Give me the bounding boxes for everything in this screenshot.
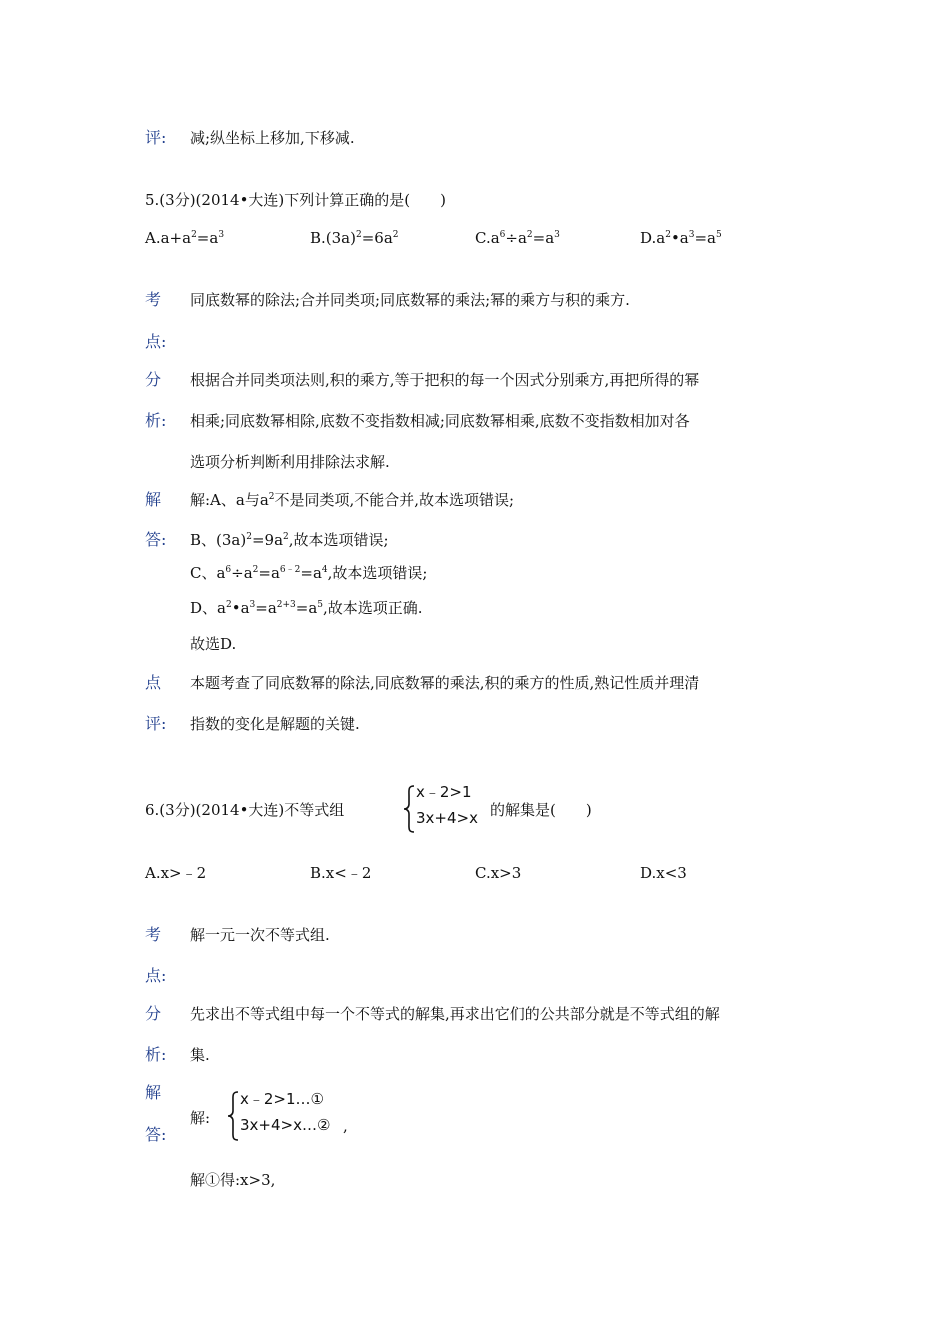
q6-fenxi-label: 分: [145, 1004, 162, 1023]
q6-inequality-system: [402, 784, 488, 834]
q5-stem: 5.(3分)(2014•大连)下列计算正确的是( ): [145, 191, 446, 209]
q5-option-b: $B.(3a)^2=6a^2$: [310, 229, 399, 247]
q5-jieda-label: 解: [145, 490, 162, 509]
q6-jieda-system: [226, 1090, 350, 1142]
q5-dianping-label-2: 评:: [145, 714, 167, 733]
q6-kaodian-label: 考: [145, 925, 162, 944]
q5-option-a: $A.a+a^2=a^3$: [145, 229, 225, 247]
q5-kaodian-label-2: 点:: [145, 332, 167, 351]
q4-dianping-label: 评:: [145, 128, 167, 147]
q6-system-line-1: x﹣2>1: [416, 783, 472, 801]
q6-kaodian-text: 解一元一次不等式组.: [190, 926, 330, 944]
q6-system-line-2: 3x+4>x: [416, 809, 478, 827]
q6-fenxi-label-2: 析:: [145, 1045, 167, 1064]
q5-dianping-label: 点: [145, 673, 162, 692]
q5-kaodian-label: 考: [145, 290, 162, 309]
q5-option-d: $D.a^2•a^3=a^5$: [640, 229, 722, 247]
q6-jieda-prefix: 解:: [190, 1109, 211, 1127]
q6-jieda-system-line-2: 3x+4>x…②: [240, 1116, 331, 1134]
left-brace-icon: [226, 1090, 240, 1142]
q6-jieda-label-2: 答:: [145, 1125, 167, 1144]
q5-fenxi-label: 分: [145, 370, 162, 389]
q5-fenxi-label-2: 析:: [145, 411, 167, 430]
q5-kaodian-text: 同底数幂的除法;合并同类项;同底数幂的乘法;幂的乘方与积的乘方.: [190, 291, 630, 309]
q5-option-c: $C.a^6\div a^2=a^3$: [475, 229, 560, 247]
q4-dianping-text: 减;纵坐标上移加,下移减.: [190, 129, 355, 147]
q6-jieda-system-line-1: x﹣2>1…①: [240, 1090, 324, 1108]
left-brace-icon: [402, 784, 416, 834]
q6-option-d: D.x<3: [640, 864, 687, 882]
q6-option-b: B.x<﹣2: [310, 864, 372, 882]
q6-jieda-sys-suffix: ,: [343, 1117, 348, 1135]
q6-stem-pre: 6.(3分)(2014•大连)不等式组: [145, 801, 345, 819]
q6-option-a: A.x>﹣2: [145, 864, 207, 882]
q5-jieda-label-2: 答:: [145, 530, 167, 549]
q6-stem-post: 的解集是( ): [490, 801, 592, 819]
q6-option-c: C.x>3: [475, 864, 522, 882]
q6-kaodian-label-2: 点:: [145, 966, 167, 985]
q6-jieda-label: 解: [145, 1083, 162, 1102]
